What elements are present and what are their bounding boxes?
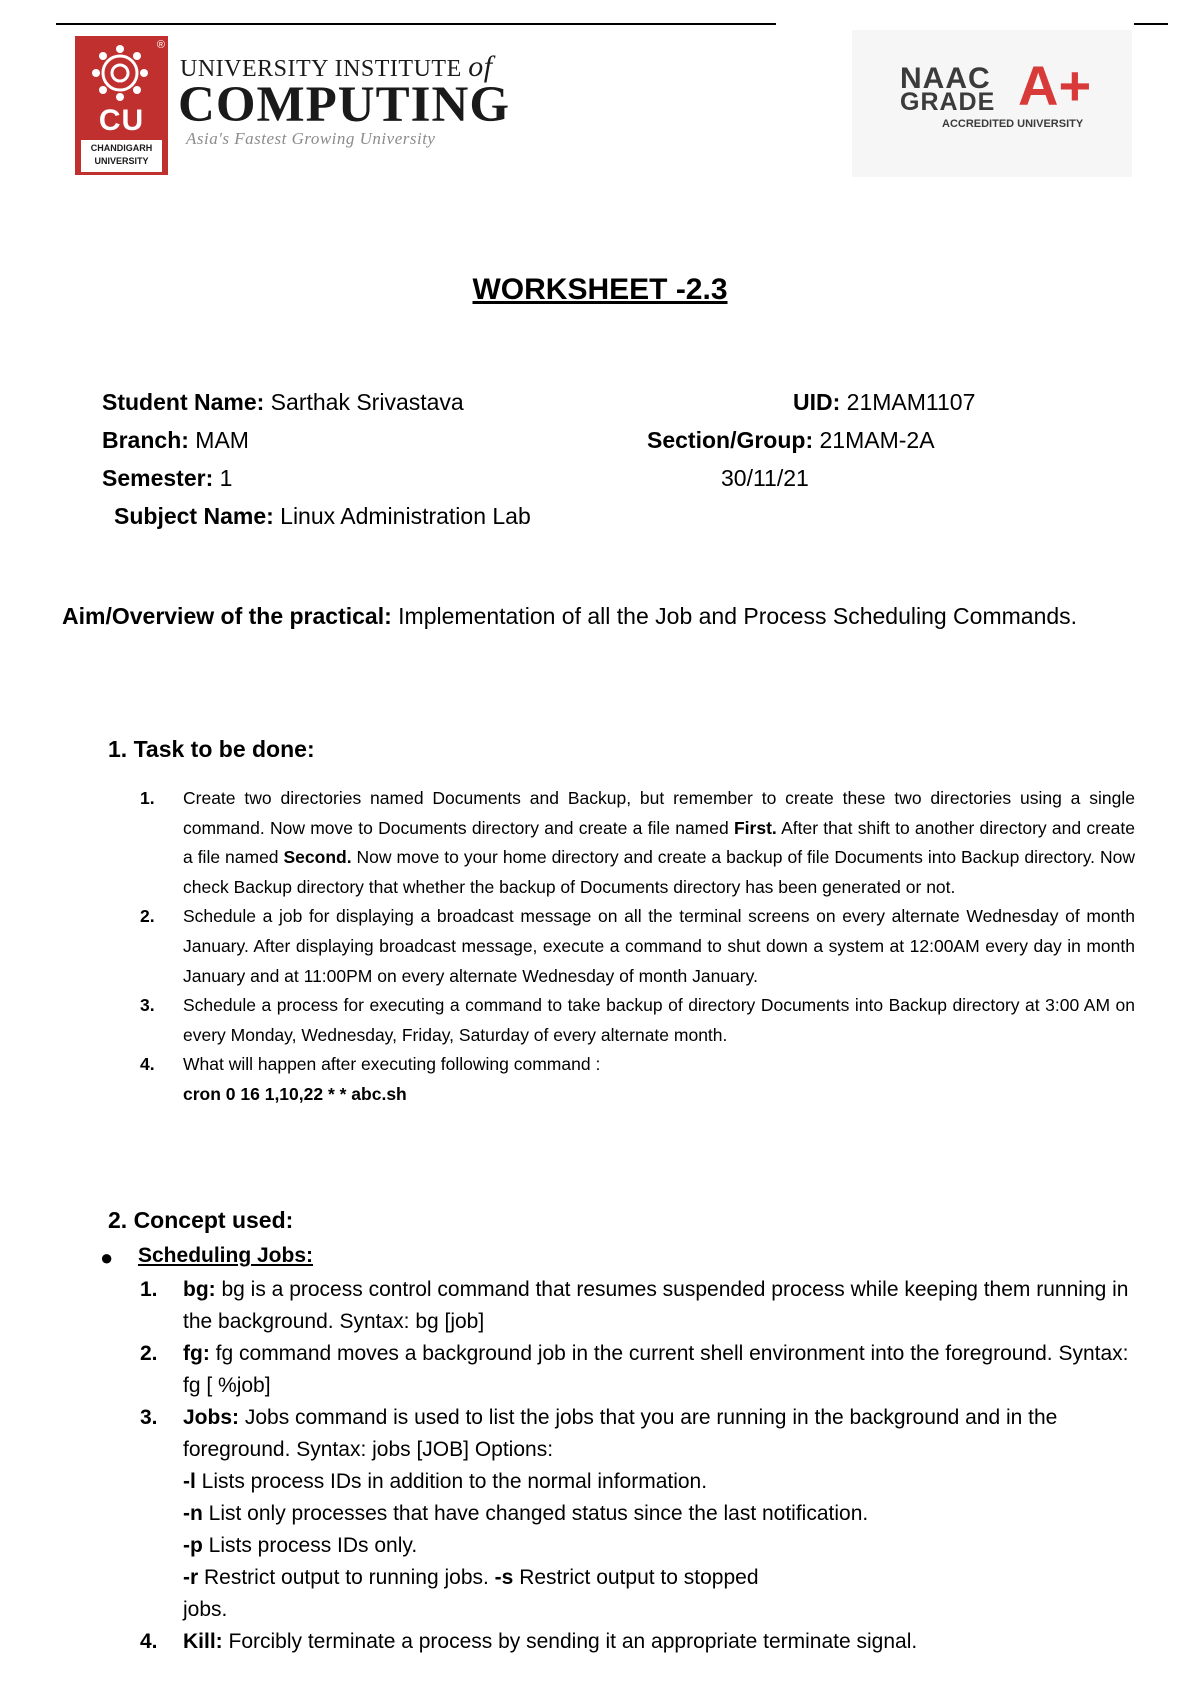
concept-text: bg is a process control command that resumes suspended process while keeping them running in the background. Syntax: bg [job] xyxy=(183,1278,1129,1333)
option-flag: -r xyxy=(183,1566,199,1589)
cron-command: cron 0 16 1,10,22 * * abc.sh xyxy=(183,1083,407,1104)
section-value: 21MAM-2A xyxy=(813,427,935,453)
cu-badge-subtext: CHANDIGARH UNIVERSITY xyxy=(90,143,153,166)
top-rule-right xyxy=(1134,23,1168,25)
list-item xyxy=(140,1274,1140,1338)
student-name-row xyxy=(102,387,464,417)
date-value: 30/11/21 xyxy=(721,465,809,491)
cu-badge-text: CU xyxy=(98,104,145,137)
naac-line3: ACCREDITED UNIVERSITY xyxy=(942,118,1084,130)
subject-row xyxy=(114,501,531,531)
task-text: Now move to your home directory and create a backup of file Documents into Backup directory. Now check Backup directory that whether the backup of Documents directory has been generated or not. xyxy=(183,847,1135,897)
student-name-value: Sarthak Srivastava xyxy=(264,389,464,415)
aim-paragraph xyxy=(62,596,1142,636)
naac-grade: A+ xyxy=(1018,54,1092,117)
list-item xyxy=(140,902,1135,991)
list-item-number: 2. xyxy=(140,1342,158,1365)
naac-line1: NAAC xyxy=(900,62,991,95)
branch-value: MAM xyxy=(188,427,249,453)
section-heading-tasks: 1. Task to be done: xyxy=(108,736,315,762)
option-flag: -n xyxy=(183,1502,203,1525)
list-item xyxy=(140,1050,1135,1109)
list-item-number: 3. xyxy=(140,1406,158,1429)
list-item-number: 4. xyxy=(140,1054,155,1075)
list-item-number: 1. xyxy=(140,1278,158,1301)
option-text: Restrict output to running jobs. xyxy=(198,1566,495,1589)
list-item xyxy=(140,1338,1140,1402)
option-text: Lists process IDs only. xyxy=(202,1534,418,1557)
registered-mark: ® xyxy=(156,39,165,51)
institute-name-line2: COMPUTING xyxy=(178,77,510,133)
task-text: Create two directories named Documents and Backup, but remember to create these two directories using a single command. Now move to Documents directory and create a file named xyxy=(183,788,1135,838)
student-name-label: Student Name: xyxy=(102,389,265,415)
jobs-option xyxy=(183,1498,1140,1530)
cu-emblem-icon xyxy=(89,44,151,102)
concept-text: Forcibly terminate a process by sending it an appropriate terminate signal. xyxy=(222,1630,918,1653)
institute-tagline: Asia's Fastest Growing University xyxy=(186,129,436,148)
institute-of-text: of xyxy=(468,50,493,83)
option-text: List only processes that have changed status since the last notification. xyxy=(202,1502,869,1525)
semester-value: 1 xyxy=(213,465,233,491)
option-flag: -p xyxy=(183,1534,203,1557)
task-text: What will happen after executing following command : xyxy=(183,1054,601,1075)
uid-row xyxy=(793,387,975,417)
aim-text: Implementation of all the Job and Process Scheduling Commands. xyxy=(391,603,1078,629)
task-text: After that shift to another directory and create a file named xyxy=(183,817,1135,868)
bullet-icon: ● xyxy=(100,1245,114,1270)
list-item xyxy=(140,1626,1140,1658)
section-row xyxy=(647,425,935,455)
option-flag: -s xyxy=(494,1566,514,1589)
option-text: Lists process IDs in addition to the normal information. xyxy=(195,1470,708,1493)
chandigarh-university-logo xyxy=(75,36,168,175)
concept-text: fg command moves a background job in the current shell environment into the foreground. Syntax: fg [ %job] xyxy=(183,1342,1129,1397)
semester-label: Semester: xyxy=(102,465,214,491)
list-item xyxy=(140,1402,1140,1626)
task-emphasis: Second. xyxy=(283,847,352,868)
option-text: Restrict output to stopped jobs. xyxy=(183,1566,759,1621)
concept-text: Jobs command is used to list the jobs that you are running in the background and in the foreground. Syntax: jobs [JOB] Options: xyxy=(183,1406,1058,1461)
list-item-number: 1. xyxy=(140,788,155,808)
jobs-option xyxy=(183,1562,803,1626)
worksheet-title: WORKSHEET -2.3 xyxy=(472,273,728,306)
list-item-number: 2. xyxy=(140,906,155,927)
uid-value: 21MAM1107 xyxy=(840,389,976,415)
concept-label: Kill: xyxy=(183,1630,223,1653)
task-text: Schedule a process for executing a command to take backup of directory Documents into Backup directory at 3:00 AM on every Monday, Wednesday, Friday, Saturday of every alternate month. xyxy=(183,995,1135,1045)
concept-label: Jobs: xyxy=(183,1406,240,1429)
task-list xyxy=(140,784,1135,1110)
scheduling-jobs-heading: Scheduling Jobs: xyxy=(138,1244,314,1267)
list-item-number: 4. xyxy=(140,1630,158,1653)
jobs-option xyxy=(183,1530,1140,1562)
branch-row xyxy=(102,425,249,455)
subject-value: Linux Administration Lab xyxy=(273,503,531,529)
aim-label: Aim/Overview of the practical: xyxy=(62,603,392,629)
jobs-option xyxy=(183,1466,1140,1498)
semester-row xyxy=(102,463,232,493)
subject-label: Subject Name: xyxy=(114,503,274,529)
task-emphasis: First. xyxy=(733,817,777,838)
institute-line1-text: UNIVERSITY INSTITUTE xyxy=(180,56,469,82)
section-label: Section/Group: xyxy=(647,427,814,453)
task-text: Schedule a job for displaying a broadcast message on all the terminal screens on every alternate Wednesday of month January. After displaying broadcast message, execute a command to shut down a system at 12:00AM every day in month January and at 11:00PM on every alternate Wednesday of month January. xyxy=(183,906,1135,986)
list-item-number: 3. xyxy=(140,995,155,1016)
section-heading-concepts: 2. Concept used: xyxy=(108,1207,294,1233)
naac-line2: GRADE xyxy=(900,88,996,116)
option-flag: -l xyxy=(183,1470,196,1493)
concept-label: bg: xyxy=(183,1278,216,1301)
concept-label: fg: xyxy=(183,1342,210,1365)
top-rule xyxy=(56,23,776,25)
branch-label: Branch: xyxy=(102,427,189,453)
concept-list xyxy=(140,1274,1140,1658)
uid-label: UID: xyxy=(793,389,841,415)
list-item xyxy=(140,991,1135,1050)
list-item xyxy=(140,784,1135,902)
